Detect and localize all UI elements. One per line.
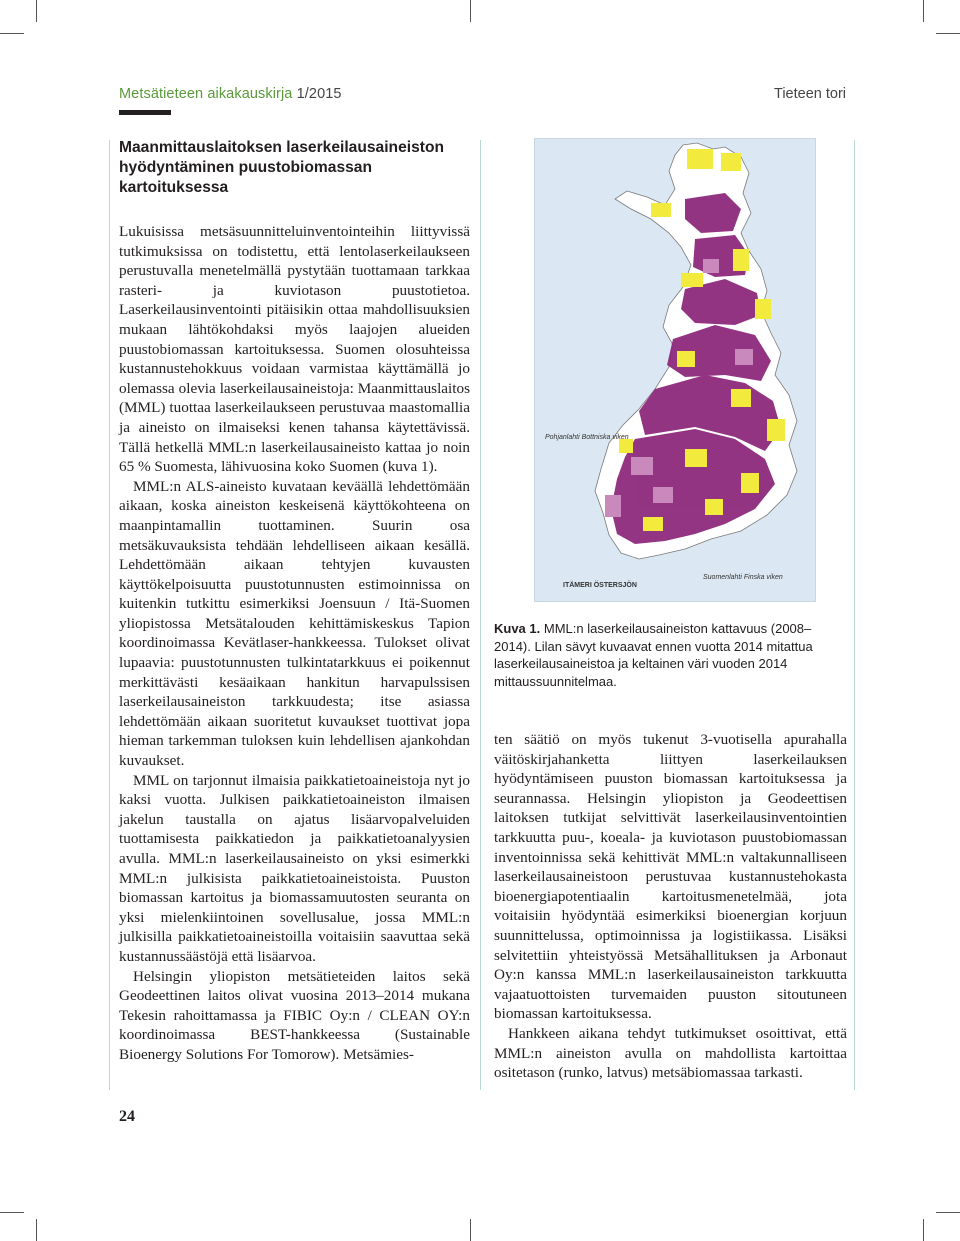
figure-caption [494,620,847,690]
left-body [119,222,470,1065]
finland-coverage-map [534,138,816,602]
crop-mark [470,0,471,22]
paragraph: MML on tarjonnut ilmaisia paikkatietoaineistoja nyt jo kaksi vuotta. Julkisen paikkatietoaineiston ilmaisen jakelun taustalla on ajatus lisäarvopalveluiden tuottamisesta paikkatiedon ja paikkatietoanalyysien avulla. MML:n laserkeilausaineisto on yksi esimerkki MML:n julkisista paikkatietoaineistoista. Puuston biomassan kartoitus ja biomassamuutosten seuranta on yksi mielenkiintoinen sovellusalue, jossa MML:n julkisilla paikkatietoaineistoilla voitaisiin saavuttaa sekä kustannussäästöjä että lisäarvoa. [119,771,470,965]
crop-mark [936,1212,960,1213]
crop-mark [923,0,924,22]
map-label-baltic: ITÄMERI ÖSTERSJÖN [563,582,637,589]
issue-number: 1/2015 [296,86,342,102]
right-body [494,730,847,1083]
crop-mark [36,1219,37,1241]
column-rule [480,140,481,1090]
crop-mark [470,1219,471,1241]
article-title: Maanmittauslaitoksen laserkeilausaineiston hyödyntäminen puustobiomassan kartoituksessa [119,139,444,196]
figure-label: Kuva 1. [494,621,541,636]
left-column [119,138,470,1065]
paragraph: Lukuisissa metsäsuunnitteluinventointeihin liittyvissä tutkimuksissa on todistettu, että lentolaserkeilaukseen perustuvalla menetelmällä pystytään tuottamaan tarkkaa rasteri- ja kuviotason puustotietoa. Laserkeilausinventointi pitäisikin ottaa mahdollisuuksien mukaan lähtökohdaksi myös laajojen alueiden puustobiomassan kartoituksessa. Suomen olosuhteissa kustannustehokkuus voidaan varmistaa käyttämällä jo olemassa olevia laserkeilausaineistoja: Maanmittauslaitos (MML) tuottaa laserkeilaukseen perustuvaa maastomallia ja aineisto on ilmaiseksi kenen tahansa käytettävissä. Tällä hetkellä MML:n laserkeilausaineisto kattaa jo noin 65 % Suomesta, lähivuosina koko Suomen (kuva 1). [119,223,470,476]
column-rule [854,140,855,1090]
page-number: 24 [119,1108,135,1125]
paragraph: Hankkeen aikana tehdyt tutkimukset osoittivat, että MML:n aineiston avulla on mahdollista kartoittaa ositetason (runko, latvus) metsäbiomassaa tarkasti. [494,1024,847,1082]
header-bar [119,110,171,115]
crop-mark [936,33,960,34]
map-label-gulf-bothnia: Pohjanlahti Bottniska viken [545,434,629,441]
paragraph: Helsingin yliopiston metsätieteiden laitos sekä Geodeettinen laitos olivat vuosina 2013–2014 mukana Tekesin rahoittamassa ja FIBIC Oy:n / CLEAN OY:n koordinoimassa BEST-hankkeessa (Sustainable Bioenergy Solutions For Tomorow). Metsämies- [119,967,470,1063]
section-name: Tieteen tori [774,86,846,102]
column-rule [109,140,110,1090]
crop-mark [923,1219,924,1241]
running-header [119,86,342,102]
crop-mark [0,1212,24,1213]
figure-caption-text: MML:n laserkeilausaineiston kattavuus (2008–2014). Lilan sävyt kuvaavat ennen vuotta 2014 mitattua laserkeilausaineistoa ja keltainen väri vuoden 2014 mittaussuunnitelmaa. [494,621,813,689]
map-label-gulf-finland: Suomenlahti Finska viken [703,574,783,581]
crop-mark [0,33,24,34]
paragraph: MML:n ALS-aineisto kuvataan keväällä lehdettömään aikaan, koska aineiston keskeisenä käyttökohteena on maanpintamallin tuottaminen. Suurin osa metsäkuvauksista tehdään lehdelliseen aikaan kesällä. Lehdettömään aikaan tehtyjen kuvausten käyttökelpoisuutta puustotunnusten estimoinnissa on kuitenkin tutkittu esimerkiksi Joensuun / Itä-Suomen yliopistossa Metsätalouden kehittämiskeskus Tapion koordinoimassa Kevätlaser-hankkeessa. Tulokset olivat lupaavia: puustotunnusten tulkintatarkkuus ei poikennut merkittävästi kesäaikaan hankitun harvapulssisen laserkeilausaineiston tarkkuudesta; itse asiassa lehdettömään aikaan suoritetut kuvaukset tuottivat jopa hieman tarkemman tuloksen kuin lehdellisen ajankohdan kuvaukset. [119,477,470,770]
crop-mark [36,0,37,22]
journal-name: Metsätieteen aikakauskirja [119,86,293,102]
right-column [494,138,847,1083]
paragraph: ten säätiö on myös tukenut 3-vuotisella apurahalla väitöskirjahanketta liittyen laserkeilauksen hyödyntämiseen puuston biomassan kartoituksessa ja seurannassa. Helsingin yliopiston ja Geodeettisen laitoksen tutkijat selvittivät laserkeilausinventointien tarkkuutta puu-, koeala- ja kuviotason puustobiomassan inventoinnissa sekä kehittivät MML:n valtakunnalliseen laserkeilausaineistoon perustuvaa kustannustehokasta bioenergiapotentiaalin kartoitusmenetelmää, jota voitaisiin hyödyntää esimerkiksi bioenergian korjuun suunnittelussa, optimoinnissa ja logistiikassa. Lisäksi selvitettiin yhteistyössä Metsähallituksen ja Arbonaut Oy:n kanssa MML:n laserkeilausaineiston tarkkuutta vajaatuottoisten turvemaiden puuston sitoutuneen biomassan kartoituksessa. [494,731,847,1023]
